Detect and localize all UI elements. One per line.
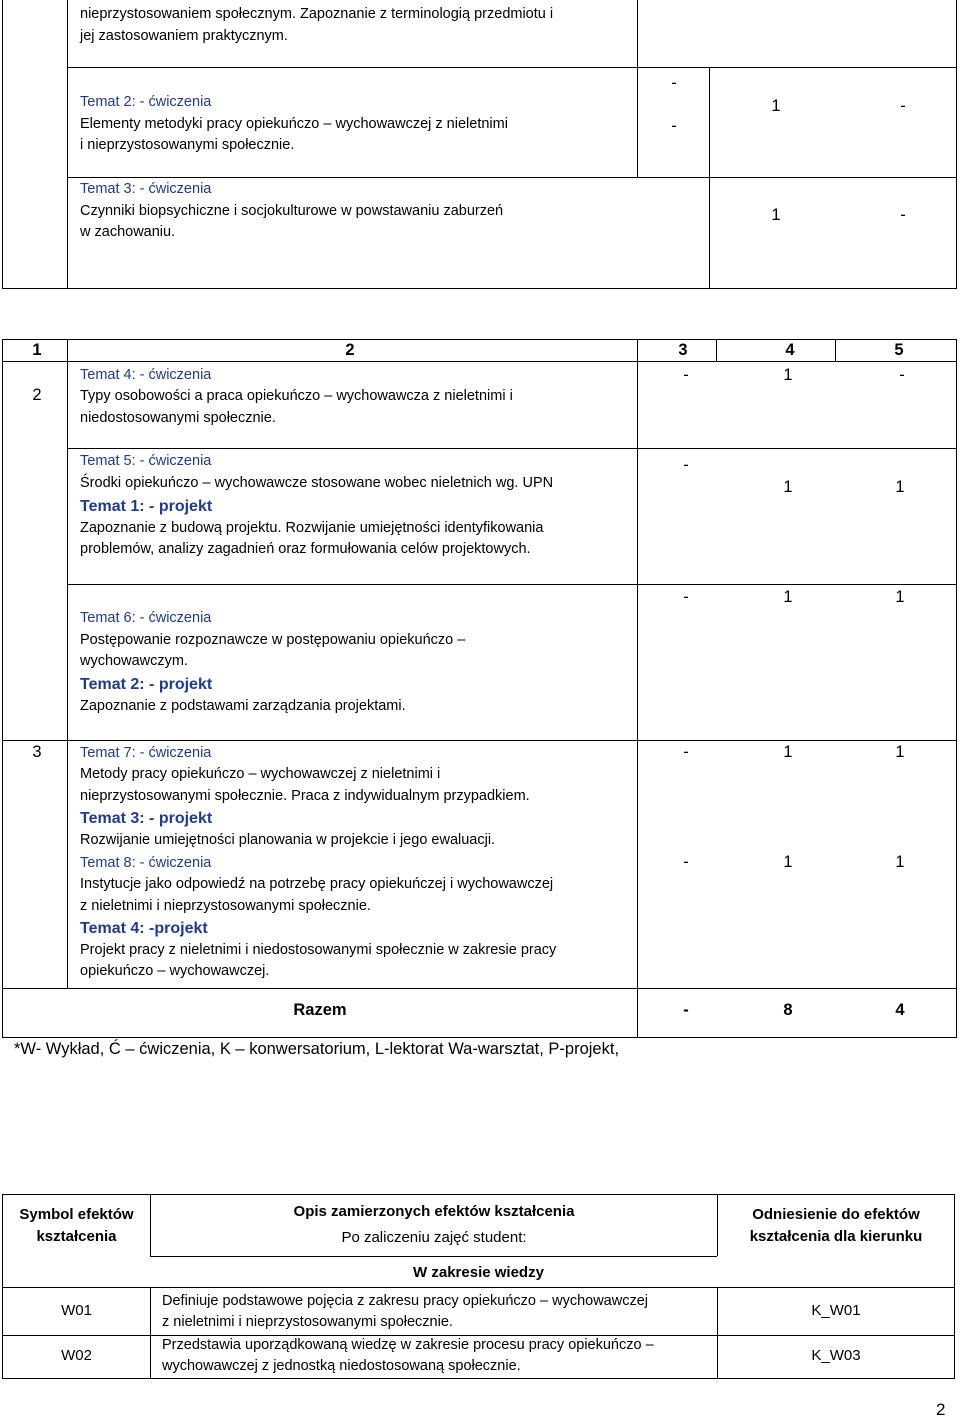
total-exercises: 8 bbox=[783, 1001, 793, 1019]
topic-title: Temat 2: - ćwiczenia bbox=[80, 94, 212, 110]
effect-reference: K_W01 bbox=[811, 1302, 861, 1319]
hours-exercises: 1 bbox=[771, 97, 781, 115]
effect-desc: Definiuje podstawowe pojęcia z zakresu pracy opiekuńczo – wychowawczej bbox=[162, 1293, 648, 1309]
topic-desc: z nieletnimi i nieprzystosowanymi społecznie. bbox=[80, 898, 371, 914]
hours-project: - bbox=[900, 97, 906, 115]
topic-title: Temat 8: - ćwiczenia bbox=[80, 855, 212, 871]
topic-desc: Instytucje jako odpowiedź na potrzebę pracy opiekuńczej i wychowawczej bbox=[80, 876, 554, 892]
project-title: Temat 3: - projekt bbox=[80, 810, 213, 827]
project-desc: problemów, analizy zagadnień oraz formułowania celów projektowych. bbox=[80, 541, 531, 557]
topic-title: Temat 3: - ćwiczenia bbox=[80, 181, 212, 197]
hours-project: 1 bbox=[895, 853, 905, 871]
topic-desc: nieprzystosowanymi społecznie. Praca z indywidualnym przypadkiem. bbox=[80, 788, 530, 804]
total-lecture: - bbox=[683, 1001, 689, 1019]
effect-desc: z nieletnimi i nieprzystosowanymi społecznie. bbox=[162, 1314, 453, 1330]
hours-lecture: - bbox=[683, 366, 689, 384]
legend-note: *W- Wykład, Ć – ćwiczenia, K – konwersatorium, L-lektorat Wa-warsztat, P-projekt, bbox=[14, 1040, 620, 1058]
hours-exercises: 1 bbox=[771, 206, 781, 224]
hours-project: - bbox=[900, 206, 906, 224]
project-desc: Rozwijanie umiejętności planowania w projekcie i jego ewaluacji. bbox=[80, 832, 496, 848]
topic-title: Temat 7: - ćwiczenia bbox=[80, 745, 212, 761]
topic-desc: i nieprzystosowanymi społecznie. bbox=[80, 137, 295, 153]
topic-title: Temat 4: - ćwiczenia bbox=[80, 367, 212, 383]
topic-desc: Elementy metodyki pracy opiekuńczo – wychowawczej z nieletnimi bbox=[80, 116, 508, 132]
page-number: 2 bbox=[936, 1400, 946, 1419]
hours-project: 1 bbox=[895, 478, 905, 496]
hours-lecture: - bbox=[683, 853, 689, 871]
hours-project: 1 bbox=[895, 743, 905, 761]
hours-project: 1 bbox=[895, 588, 905, 606]
topic-desc: Metody pracy opiekuńczo – wychowawczej z nieletnimi i bbox=[80, 766, 441, 782]
topic-desc: wychowawczym. bbox=[80, 653, 188, 669]
reference-header: Odniesienie do efektów bbox=[752, 1206, 920, 1223]
topic-desc: niedostosowanymi społecznie. bbox=[80, 410, 276, 426]
column-header: 1 bbox=[32, 341, 42, 359]
project-title: Temat 4: -projekt bbox=[80, 920, 208, 937]
hours-exercises: 1 bbox=[783, 366, 793, 384]
intro-line: jej zastosowaniem praktycznym. bbox=[80, 28, 288, 44]
hours-exercises: 1 bbox=[783, 588, 793, 606]
hours-lecture: - bbox=[671, 74, 677, 92]
project-title: Temat 2: - projekt bbox=[80, 676, 213, 693]
section-number: 2 bbox=[32, 386, 42, 404]
total-project: 4 bbox=[895, 1001, 905, 1019]
hours-project: - bbox=[899, 366, 905, 384]
total-label: Razem bbox=[293, 1001, 347, 1019]
column-header: 5 bbox=[894, 341, 904, 359]
effect-reference: K_W03 bbox=[811, 1347, 861, 1364]
hours-lecture: - bbox=[683, 588, 689, 606]
section-number: 3 bbox=[32, 743, 42, 761]
topic-desc: Środki opiekuńczo – wychowawcze stosowane wobec nieletnich wg. UPN bbox=[80, 475, 554, 491]
project-title: Temat 1: - projekt bbox=[80, 498, 213, 515]
description-header: Opis zamierzonych efektów kształcenia bbox=[293, 1203, 575, 1220]
project-desc: Zapoznanie z budową projektu. Rozwijanie umiejętności identyfikowania bbox=[80, 520, 544, 536]
project-desc: opiekuńczo – wychowawczej. bbox=[80, 963, 270, 979]
topic-desc: Czynniki biopsychiczne i socjokulturowe w powstawaniu zaburzeń bbox=[80, 203, 504, 219]
effect-desc: wychowawczej z jednostką niedostosowaną społecznie. bbox=[162, 1358, 521, 1374]
description-subheader: Po zaliczeniu zajęć student: bbox=[341, 1229, 527, 1246]
topic-desc: Typy osobowości a praca opiekuńczo – wychowawcza z nieletnimi i bbox=[80, 388, 513, 404]
symbol-header: kształcenia bbox=[36, 1228, 117, 1245]
column-header: 2 bbox=[345, 341, 355, 359]
reference-header: kształcenia dla kierunku bbox=[749, 1228, 923, 1245]
project-desc: Zapoznanie z podstawami zarządzania projektami. bbox=[80, 698, 406, 714]
symbol-header: Symbol efektów bbox=[19, 1206, 134, 1223]
intro-line: nieprzystosowaniem społecznym. Zapoznanie z terminologią przedmiotu i bbox=[80, 6, 554, 22]
effect-desc: Przedstawia uporządkowaną wiedzę w zakresie procesu pracy opiekuńczo – bbox=[162, 1337, 654, 1353]
section-heading: W zakresie wiedzy bbox=[413, 1264, 544, 1281]
topic-title: Temat 5: - ćwiczenia bbox=[80, 453, 212, 469]
hours-lecture: - bbox=[683, 456, 689, 474]
column-header: 3 bbox=[678, 341, 688, 359]
effect-symbol: W01 bbox=[61, 1302, 92, 1319]
topic-title: Temat 6: - ćwiczenia bbox=[80, 610, 212, 626]
column-header: 4 bbox=[785, 341, 795, 359]
hours-exercises: 1 bbox=[783, 478, 793, 496]
topic-desc: Postępowanie rozpoznawcze w postępowaniu opiekuńczo – bbox=[80, 632, 466, 648]
project-desc: Projekt pracy z nieletnimi i niedostosowanymi społecznie w zakresie pracy bbox=[80, 942, 557, 958]
hours-lecture: - bbox=[671, 117, 677, 135]
hours-exercises: 1 bbox=[783, 853, 793, 871]
hours-lecture: - bbox=[683, 743, 689, 761]
effect-symbol: W02 bbox=[61, 1347, 92, 1364]
hours-exercises: 1 bbox=[783, 743, 793, 761]
topic-desc: w zachowaniu. bbox=[80, 224, 176, 240]
